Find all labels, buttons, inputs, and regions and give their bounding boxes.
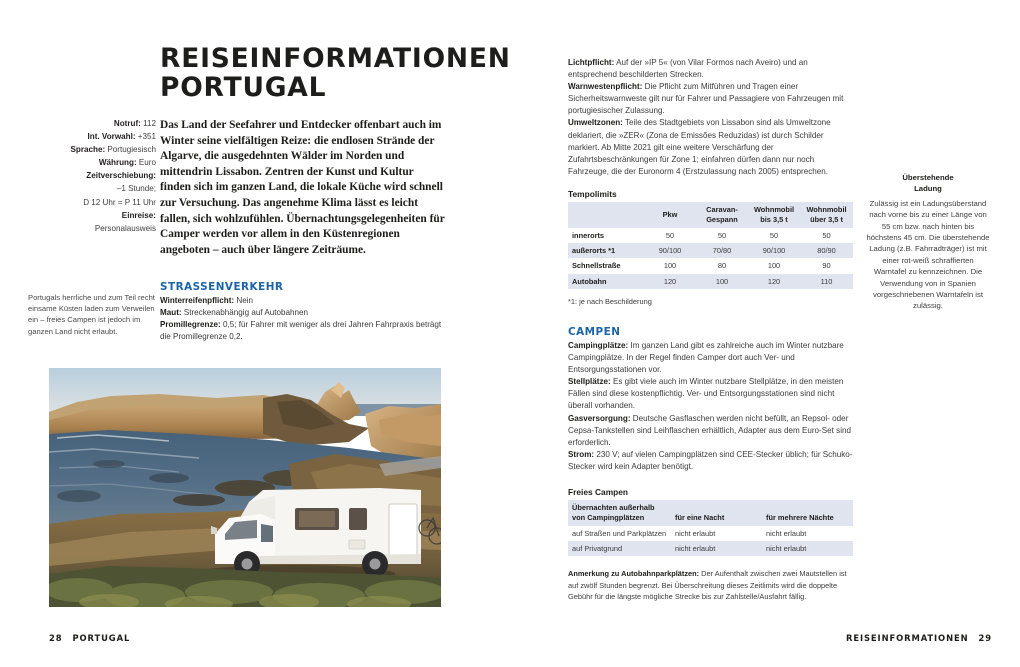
cell: 90/100 (658, 246, 682, 256)
section-heading-strassenverkehr: STRASSENVERKEHR (160, 281, 284, 293)
right-content-column (568, 57, 853, 602)
fact-row (28, 170, 156, 183)
coastal-motorhome-photo (49, 368, 441, 607)
campen-entries (568, 340, 853, 473)
anmerkung-text: Der Aufenthalt zwischen zwei Mautstellen ist auf zwölf Stunden begrenzt. Bei Überschreitung dieses Zeitlimits wird die doppelte Gebühr für die längste mögliche Strecke bis zur Zahlstelle/Ausfahrt fällig. (568, 569, 847, 601)
page-number-left: 28 (49, 633, 63, 643)
fact-value: Euro (138, 158, 156, 168)
definition-text: Teile des Stadtgebiets von Lissabon sind als Umweltzone deklariert, die »ZER« (Zona de Emissões Reduzidas) ist durch Schilder markiert. Ab Mitte 2021 gilt eine weitere Verschärfung der Zufahrtsbeschränkungen für Zone 1; einfahren dürfen dann nur noch Fahrzeuge, die der Euronorm 4 (Erstzulassung nach 2005) entsprechen. (568, 118, 831, 176)
fact-label: Einreise: (121, 210, 156, 220)
cell: 100 (715, 276, 729, 286)
country-facts-list (28, 118, 156, 236)
fact-row (28, 210, 156, 223)
anmerkung-autobahnparkplaetze (568, 568, 853, 602)
definition-text: 230 V; auf vielen Campingplätzen sind CEE-Stecker üblich; für Schuko-Stecker wird kein Adapter benötigt. (568, 449, 853, 471)
fact-value: 112 (143, 119, 156, 128)
page-number-right: 29 (978, 633, 992, 643)
row-label: Autobahn (572, 276, 607, 286)
table-caption-tempolimits: Tempolimits (568, 188, 617, 199)
definition-text: Im ganzen Land gibt es zahlreiche auch im Winter nutzbare Campingplätze. In der Regel finden Camper dort auch Ver- und Entsorgungsstationen vor. (568, 341, 844, 375)
col-header-mehrere-naechte: für mehrere Nächte (766, 512, 834, 522)
definition-text: Nein (234, 296, 254, 305)
definition-row (568, 449, 853, 473)
cell: nicht erlaubt (766, 528, 807, 538)
definition-text: 0,5; für Fahrer mit weniger als drei Jahren Fahrpraxis beträgt die Promillegrenze 0,2. (160, 320, 442, 342)
fact-row (28, 157, 156, 170)
table-row (568, 258, 853, 273)
cell: 50 (769, 230, 779, 240)
definition-term: Warnwestenpflicht: (568, 82, 643, 92)
page-title-line1: REISEINFORMATIONEN (160, 43, 511, 74)
fact-row (28, 223, 156, 236)
fact-label: Int. Vorwahl: (87, 132, 136, 142)
table-row (568, 274, 853, 289)
col-header-wohnmobil-ueber: Wohnmobil über 3,5 t (806, 205, 847, 224)
definition-term: Strom: (568, 449, 595, 459)
col-header-uebernachten: Übernachten außerhalb von Campingplätzen (572, 503, 655, 522)
cell: 120 (663, 276, 677, 286)
fact-row (28, 183, 156, 196)
fact-label: Notruf: (113, 119, 141, 128)
cell: 80 (717, 261, 727, 271)
traffic-rules-continued (568, 57, 853, 178)
photo-illustration (49, 368, 441, 607)
definition-text: Streckenabhängig auf Autobahnen (181, 308, 309, 318)
row-label: auf Straßen und Parkplätzen (572, 528, 667, 538)
section-heading-campen: CAMPEN (568, 326, 621, 338)
fact-label: Währung: (98, 158, 137, 168)
fact-label: Sprache: (70, 145, 106, 155)
definition-row (568, 57, 853, 81)
cell: 90 (822, 261, 831, 271)
row-label: auf Privatgrund (572, 544, 623, 554)
definition-term: Maut: (160, 308, 182, 318)
page-title-line2: PORTUGAL (160, 72, 327, 103)
table-row (568, 541, 853, 556)
cell: 120 (767, 276, 781, 286)
definition-row (568, 117, 853, 177)
footer-label-left: PORTUGAL (72, 633, 131, 643)
tempolimits-table (568, 202, 853, 289)
definition-term: Umweltzonen: (568, 118, 623, 128)
fact-row (28, 197, 156, 210)
cell: 50 (717, 230, 727, 240)
definition-row (568, 413, 853, 449)
sidebar-ueberstehende-ladung (866, 172, 990, 312)
fact-row (28, 118, 156, 131)
lead-paragraph: Das Land der Seefahrer und Entdecker offenbart auch im Winter seine vielfältigen Reize: die endlosen Strände der Algarve, die ausgedehnten Wälder im Norden und mittendrin Lissabon. Zentren der Kunst und Kultur finden sich im ganzen Land, die lokale Küche wird schnell zur Versuchung. Das angenehme Klima lässt es leicht fallen, sich wohlzufühlen. Übernachtungsgelegenheiten für Camper werden vor allem in den Küstenregionen angeboten – auch über längere Zeiträume. (160, 119, 445, 256)
cell: 110 (820, 276, 833, 286)
definition-row (160, 307, 448, 319)
table-header-row (568, 500, 853, 526)
table-caption-freies-campen: Freies Campen (568, 487, 629, 498)
footer-right (846, 633, 992, 643)
fact-value: –1 Stunde; (116, 184, 156, 194)
table-row (568, 228, 853, 243)
definition-text: Es gibt viele auch im Winter nutzbare Stellplätze, in den meisten Fällen sind diese kostenpflichtig. Ver- und Entsorgungsstationen sind nicht überall vorhanden. (568, 377, 844, 411)
fact-label: Zeitverschiebung: (86, 171, 156, 181)
fact-value: Portugiesisch (107, 145, 156, 155)
col-header-wohnmobil-bis: Wohnmobil bis 3,5 t (753, 205, 795, 224)
definition-row (160, 295, 448, 307)
definition-term: Gasversorgung: (568, 413, 631, 423)
definition-term: Stellplätze: (568, 377, 611, 387)
cell: nicht erlaubt (675, 544, 716, 554)
cell: 100 (663, 261, 677, 271)
table-header-row (568, 202, 853, 228)
cell: 80/90 (817, 246, 836, 256)
section-strassenverkehr (160, 281, 448, 343)
strassenverkehr-entries (160, 295, 448, 343)
col-header-eine-nacht: für eine Nacht (675, 512, 725, 522)
cell: 70/80 (712, 246, 732, 256)
freies-campen-table (568, 500, 853, 556)
sidebar-heading: Überstehende Ladung (902, 173, 954, 194)
row-label: Schnellstraße (572, 261, 621, 271)
table-footnote-tempolimits: *1: je nach Beschilderung (568, 297, 652, 306)
definition-text: Deutsche Gasflaschen werden nicht befüllt, an Repsol- oder Cepsa-Tankstellen sind Leihflaschen erhältlich, Adapter aus dem Euro-Set sind erforderlich. (568, 413, 851, 447)
photo-caption: Portugals herrliche und zum Teil recht einsame Küsten laden zum Verweilen ein – freies Campen ist jedoch im ganzen Land nicht erlaubt. (28, 293, 155, 336)
fact-value: +351 (137, 132, 156, 142)
definition-text: Auf der »IP 5« (von Vilar Formos nach Aveiro) und an entsprechend beschilderten Strecken. (568, 58, 808, 80)
row-label: außerorts *1 (572, 246, 616, 256)
definition-term: Lichtpflicht: (568, 58, 615, 67)
definition-term: Promillegrenze: (160, 320, 221, 330)
fact-row (28, 131, 156, 144)
cell: nicht erlaubt (675, 528, 716, 538)
cell: 90/100 (762, 246, 786, 256)
definition-row (568, 340, 853, 376)
fact-value: D 12 Uhr = P 11 Uhr (83, 197, 156, 207)
footer-label-right: REISEINFORMATIONEN (846, 633, 969, 643)
col-header-caravan: Caravan- Gespann (706, 205, 738, 224)
definition-row (568, 376, 853, 412)
definition-text: Die Pflicht zum Mitführen und Tragen einer Sicherheitswarnweste gilt nur für Fahrer und Passagiere von Fahrzeugen mit portugiesischer Zulassung. (568, 82, 844, 116)
definition-term: Winterreifenpflicht: (160, 296, 235, 305)
table-row (568, 243, 853, 258)
col-header-pkw: Pkw (662, 209, 678, 219)
cell: 50 (665, 230, 675, 240)
page-title (160, 43, 511, 103)
fact-row (28, 144, 156, 157)
col-header-blank (568, 202, 644, 228)
anmerkung-term: Anmerkung zu Autobahnparkplätzen: (568, 569, 700, 579)
cell: nicht erlaubt (766, 544, 807, 554)
definition-term: Campingplätze: (568, 341, 629, 350)
definition-row (568, 81, 853, 117)
cell: 100 (767, 261, 781, 271)
table-row (568, 526, 853, 541)
definition-row (160, 319, 448, 343)
fact-value: Personalausweis (94, 223, 156, 233)
cell: 50 (822, 230, 831, 240)
row-label: innerorts (572, 230, 605, 240)
footer-left (49, 633, 130, 643)
sidebar-body-text: Zulässig ist ein Ladungsüberstand nach vorne bis zu einer Länge von 55 cm bzw. nach hinten bis höchstens 45 cm. Die überstehende Ladung (z.B. Fahrradträger) ist mit einer rot-weiß schraffierten Warntafel zu kennzeichnen. Die Verwendung von in Spanien vorgeschriebenen Warntafeln ist zulässig. (866, 198, 990, 311)
